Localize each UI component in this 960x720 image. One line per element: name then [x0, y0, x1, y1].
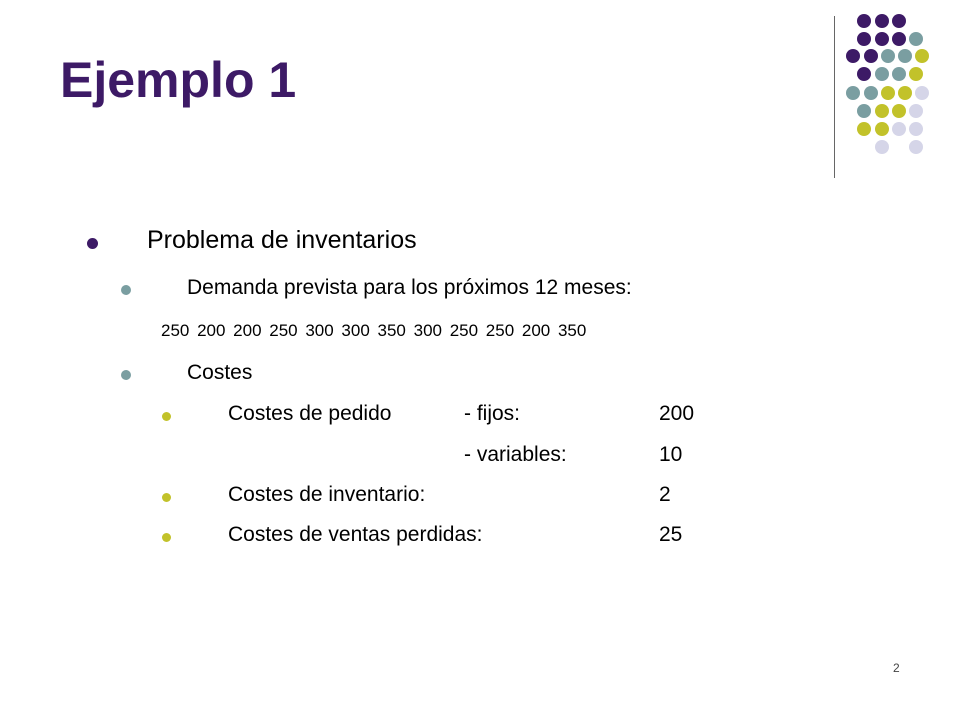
- dot: [909, 32, 923, 46]
- dot: [875, 67, 889, 81]
- fixed-costs-label: - fijos:: [464, 402, 521, 425]
- dot: [857, 122, 871, 136]
- dot: [875, 14, 889, 28]
- dot: [875, 122, 889, 136]
- dot: [892, 32, 906, 46]
- bullet-level3: [162, 412, 171, 421]
- dot: [892, 14, 906, 28]
- inventory-costs-value: 2: [659, 483, 671, 506]
- dot: [857, 32, 871, 46]
- dot: [898, 86, 912, 100]
- dot: [864, 49, 878, 63]
- dot: [881, 49, 895, 63]
- title-divider-line: [834, 16, 835, 178]
- bullet-level1: [87, 238, 98, 249]
- problem-heading: Problema de inventarios: [147, 226, 417, 254]
- dot: [909, 67, 923, 81]
- decorative-dot-grid: [846, 14, 946, 154]
- bullet-level2: [121, 370, 131, 380]
- order-costs-label: Costes de pedido: [228, 402, 392, 425]
- demand-label: Demanda prevista para los próximos 12 meses:: [187, 276, 632, 299]
- slide-title: Ejemplo 1: [60, 52, 297, 108]
- fixed-costs-value: 200: [659, 402, 695, 425]
- dot: [892, 104, 906, 118]
- dot: [909, 104, 923, 118]
- dot: [909, 122, 923, 136]
- demand-values: 250 200 200 250 300 300 350 300 250 250 200 350: [161, 321, 587, 340]
- bullet-level2: [121, 285, 131, 295]
- variable-costs-value: 10: [659, 443, 683, 466]
- dot: [857, 67, 871, 81]
- dot: [892, 122, 906, 136]
- bullet-level3: [162, 533, 171, 542]
- dot: [915, 49, 929, 63]
- dot: [846, 49, 860, 63]
- page-number: 2: [893, 661, 900, 675]
- dot: [857, 14, 871, 28]
- lost-sales-costs-value: 25: [659, 523, 683, 546]
- dot: [875, 32, 889, 46]
- dot: [857, 104, 871, 118]
- variable-costs-label: - variables:: [464, 443, 567, 466]
- lost-sales-costs-label: Costes de ventas perdidas:: [228, 523, 483, 546]
- dot: [892, 67, 906, 81]
- dot: [864, 86, 878, 100]
- dot: [875, 140, 889, 154]
- costs-label: Costes: [187, 361, 253, 384]
- bullet-level3: [162, 493, 171, 502]
- dot: [875, 104, 889, 118]
- dot: [881, 86, 895, 100]
- dot: [909, 140, 923, 154]
- inventory-costs-label: Costes de inventario:: [228, 483, 426, 506]
- dot: [898, 49, 912, 63]
- dot: [846, 86, 860, 100]
- dot: [915, 86, 929, 100]
